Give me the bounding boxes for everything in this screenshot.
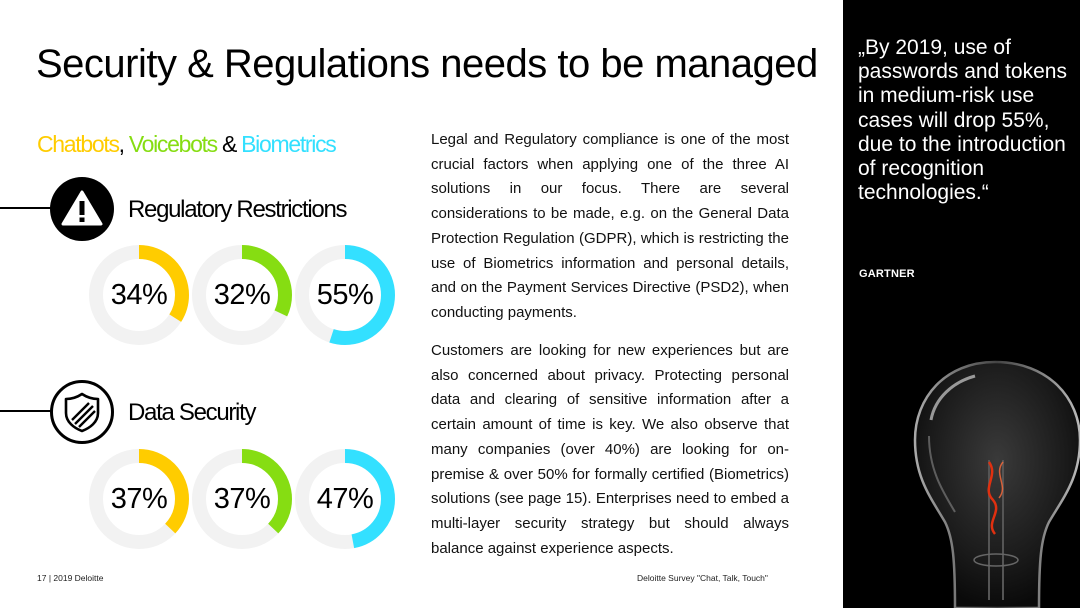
section-divider-line bbox=[0, 207, 54, 209]
shield-icon bbox=[53, 383, 111, 441]
donut-value-label: 47% bbox=[316, 483, 374, 515]
donut-chart bbox=[89, 245, 189, 345]
shield-icon-badge bbox=[50, 380, 114, 444]
warning-icon-badge bbox=[50, 177, 114, 241]
section-divider-line bbox=[0, 410, 54, 412]
quote-panel bbox=[843, 0, 1080, 608]
page-title: Security & Regulations needs to be managed bbox=[36, 42, 818, 86]
donut-chart bbox=[192, 245, 292, 345]
body-paragraph-2: Customers are looking for new experiences but are also concerned about privacy. Protecting personal data and clearing of sensitive information after a certain amount of time is key. We also observe that many companies (over 40%) are looking for on-premise & over 50% for formally certified (Biometrics) solutions (see page 15). Enterprises need to embed a multi-layer security strategy but should always balance against experience aspects. bbox=[431, 342, 789, 557]
donut-value-label: 37% bbox=[213, 483, 271, 515]
body-paragraph-1: Legal and Regulatory compliance is one of the most crucial factors when applying one of the three AI solutions in our focus. There are several considerations to be made, e.g. on the General Data Protection Regulation (GDPR), which is restricting the use of Biometrics information and personal details, and on the Payment Services Directive (PSD2), when conducting payments. bbox=[431, 131, 789, 321]
quote-text: „By 2019, use of passwords and tokens in medium-risk use cases will drop 55%, due to the introduction of recognition technologies.“ bbox=[858, 36, 1067, 205]
section-label-regulatory-restrictions: Regulatory Restrictions bbox=[128, 196, 347, 223]
donut-chart bbox=[295, 245, 395, 345]
subtitle bbox=[37, 130, 335, 158]
donut-chart bbox=[192, 449, 292, 549]
subtitle-separator: , bbox=[118, 131, 129, 157]
donut-chart bbox=[89, 449, 189, 549]
donut-value-label: 34% bbox=[110, 279, 168, 311]
footer-page-info: 17 | 2019 Deloitte bbox=[37, 573, 104, 583]
footer-source: Deloitte Survey "Chat, Talk, Touch" bbox=[637, 573, 768, 583]
subtitle-voicebots: Voicebots bbox=[128, 131, 217, 157]
donut-value-label: 32% bbox=[213, 279, 271, 311]
subtitle-biometrics: Biometrics bbox=[241, 131, 336, 157]
quote-source: GARTNER bbox=[859, 268, 915, 280]
donut-value-label: 55% bbox=[316, 279, 374, 311]
donut-value-label: 37% bbox=[110, 483, 168, 515]
warning-icon bbox=[50, 177, 114, 241]
subtitle-separator: & bbox=[216, 131, 242, 157]
section-label-data-security: Data Security bbox=[128, 399, 256, 426]
donut-chart bbox=[295, 449, 395, 549]
subtitle-chatbots: Chatbots bbox=[37, 131, 119, 157]
